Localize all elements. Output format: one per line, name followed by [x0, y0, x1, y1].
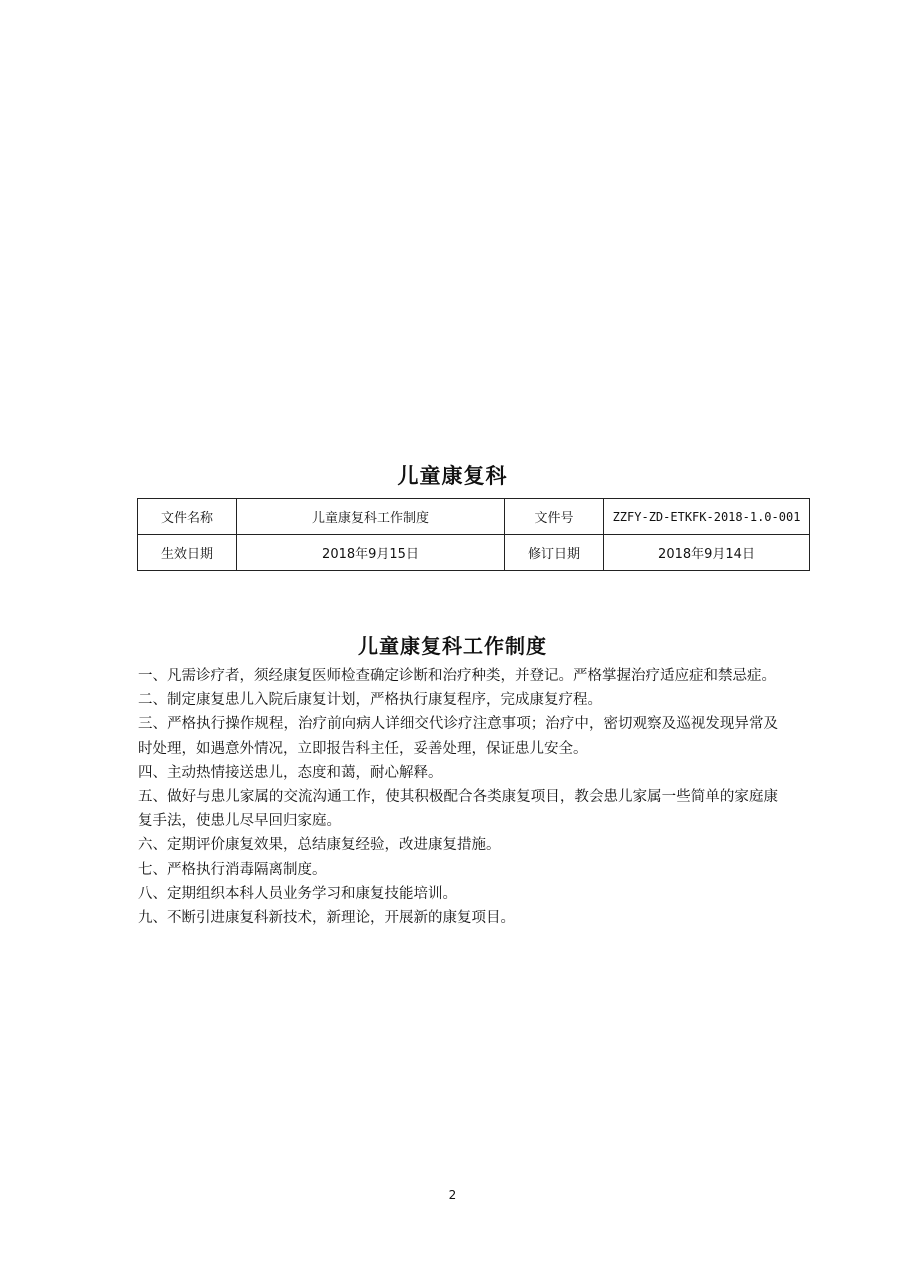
clause-1: 一、凡需诊疗者，须经康复医师检查确定诊断和治疗种类，并登记。严格掌握治疗适应症和禁忌症。	[138, 668, 776, 684]
clause-5: 五、做好与患儿家属的交流沟通工作，使其积极配合各类康复项目，教会患儿家属一些简单的家庭康复手法，使患儿尽早回归家庭。	[138, 789, 778, 830]
document-title: 儿童康复科工作制度	[358, 634, 547, 658]
clause-3: 三、严格执行操作规程，治疗前向病人详细交代诊疗注意事项；治疗中，密切观察及巡视发现异常及时处理，如遇意外情况，立即报告科主任，妥善处理，保证患儿安全。	[138, 716, 778, 757]
clause-9: 九、不断引进康复科新技术，新理论，开展新的康复项目。	[138, 910, 515, 927]
file-number-value: ZZFY-ZD-ETKFK-2018-1.0-001	[604, 499, 810, 535]
file-name-value: 儿童康复科工作制度	[237, 499, 505, 535]
clause-2: 二、制定康复患儿入院后康复计划，严格执行康复程序，完成康复疗程。	[138, 692, 602, 709]
revision-date-label: 修订日期	[505, 535, 604, 571]
document-body	[138, 664, 778, 930]
table-row	[138, 499, 810, 535]
revision-date-value: 2018年9月14日	[604, 535, 810, 571]
clause-6: 六、定期评价康复效果，总结康复经验，改进康复措施。	[138, 837, 501, 854]
clause-4: 四、主动热情接送患儿，态度和蔼，耐心解释。	[138, 764, 443, 781]
file-number-label: 文件号	[505, 499, 604, 535]
document-info-table	[137, 498, 810, 571]
table-row	[138, 535, 810, 571]
department-title: 儿童康复科	[397, 464, 508, 488]
effective-date-label: 生效日期	[138, 535, 237, 571]
file-name-label: 文件名称	[138, 499, 237, 535]
page-number: 2	[448, 1188, 457, 1202]
effective-date-value: 2018年9月15日	[237, 535, 505, 571]
clause-8: 八、定期组织本科人员业务学习和康复技能培训。	[138, 885, 457, 902]
clause-7: 七、严格执行消毒隔离制度。	[138, 861, 327, 878]
